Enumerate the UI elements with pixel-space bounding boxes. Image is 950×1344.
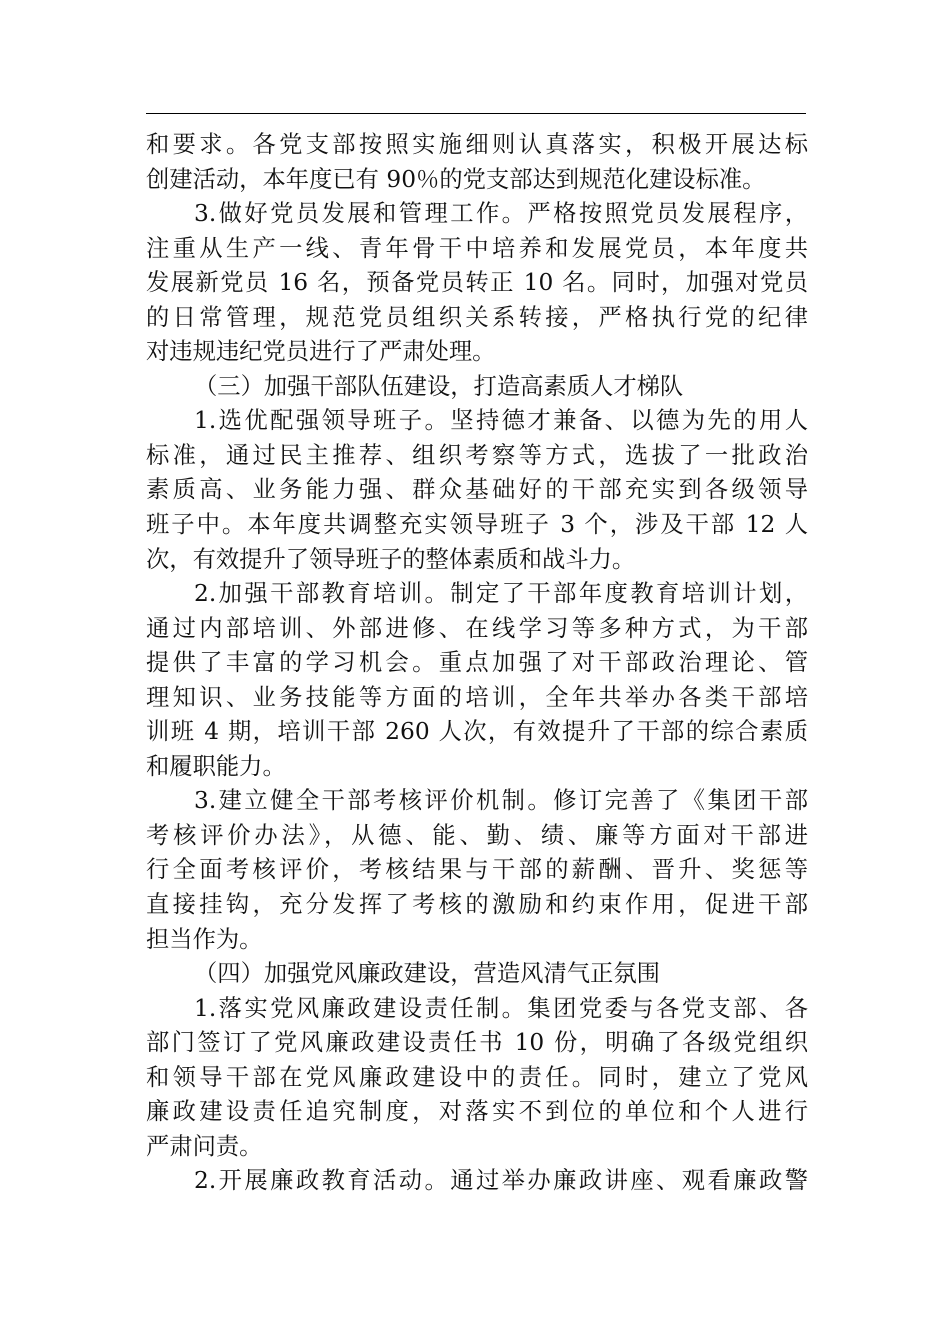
text-line: 标准，通过民主推荐、组织考察等方式，选拔了一批政治 bbox=[146, 441, 808, 469]
text-line: 考核评价办法》，从德、能、勤、绩、廉等方面对干部进 bbox=[146, 821, 808, 849]
section-heading: （四）加强党风廉政建设，营造风清气正氛围 bbox=[194, 960, 660, 988]
text-line: 通过内部培训、外部进修、在线学习等多种方式，为干部 bbox=[146, 614, 808, 642]
text-line: 3.建立健全干部考核评价机制。修订完善了《集团干部 bbox=[194, 787, 808, 815]
text-line: 的日常管理，规范党员组织关系转接，严格执行党的纪律 bbox=[146, 303, 808, 331]
text-line: 提供了丰富的学习机会。重点加强了对干部政治理论、管 bbox=[146, 649, 808, 677]
text-line: 对违规违纪党员进行了严肃处理。 bbox=[146, 338, 496, 366]
text-line: 部门签订了党风廉政建设责任书 10 份，明确了各级党组织 bbox=[146, 1029, 808, 1057]
text-line: 和领导干部在党风廉政建设中的责任。同时，建立了党风 bbox=[146, 1063, 808, 1091]
text-line: 创建活动，本年度已有 90％的党支部达到规范化建设标准。 bbox=[146, 165, 766, 193]
text-line: 3.做好党员发展和管理工作。严格按照党员发展程序， bbox=[194, 200, 808, 228]
text-line: 廉政建设责任追究制度，对落实不到位的单位和个人进行 bbox=[146, 1098, 808, 1126]
text-line: 行全面考核评价，考核结果与干部的薪酬、晋升、奖惩等 bbox=[146, 856, 808, 884]
text-line: 次，有效提升了领导班子的整体素质和战斗力。 bbox=[146, 545, 636, 573]
text-line: 和履职能力。 bbox=[146, 752, 286, 780]
text-line: 注重从生产一线、青年骨干中培养和发展党员，本年度共 bbox=[146, 234, 808, 262]
text-line: 1.选优配强领导班子。坚持德才兼备、以德为先的用人 bbox=[194, 407, 808, 435]
text-line: 担当作为。 bbox=[146, 925, 263, 953]
text-line: 2.加强干部教育培训。制定了干部年度教育培训计划， bbox=[194, 580, 808, 608]
text-line: 发展新党员 16 名，预备党员转正 10 名。同时，加强对党员 bbox=[146, 269, 808, 297]
document-body bbox=[146, 128, 808, 1199]
text-line: 2.开展廉政教育活动。通过举办廉政讲座、观看廉政警 bbox=[194, 1167, 808, 1195]
text-line: 训班 4 期，培训干部 260 人次，有效提升了干部的综合素质 bbox=[146, 718, 808, 746]
text-line: 班子中。本年度共调整充实领导班子 3 个，涉及干部 12 人 bbox=[146, 511, 808, 539]
text-line: 和要求。各党支部按照实施细则认真落实，积极开展达标 bbox=[146, 131, 808, 158]
header-rule bbox=[146, 113, 806, 114]
text-line: 素质高、业务能力强、群众基础好的干部充实到各级领导 bbox=[146, 476, 808, 504]
text-line: 严肃问责。 bbox=[146, 1132, 263, 1160]
text-line: 1.落实党风廉政建设责任制。集团党委与各党支部、各 bbox=[194, 994, 808, 1022]
text-line: 直接挂钩，充分发挥了考核的激励和约束作用，促进干部 bbox=[146, 891, 808, 919]
text-line: 理知识、业务技能等方面的培训，全年共举办各类干部培 bbox=[146, 683, 808, 711]
section-heading: （三）加强干部队伍建设，打造高素质人才梯队 bbox=[194, 372, 684, 400]
